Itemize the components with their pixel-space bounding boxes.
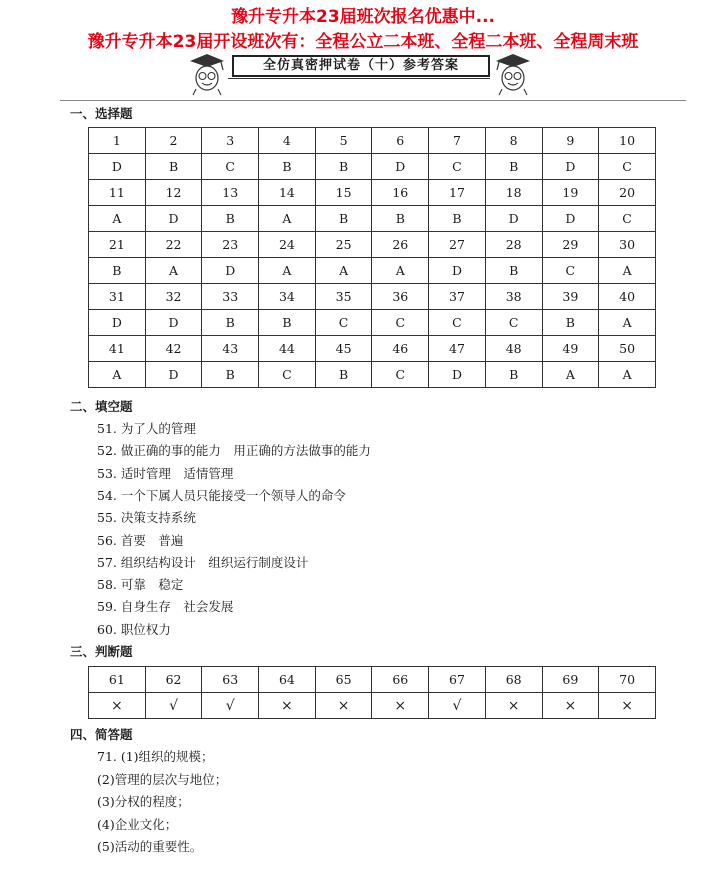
answer-cell: B — [202, 206, 259, 232]
answer-cell: A — [599, 310, 656, 336]
answer-cell: × — [372, 693, 429, 719]
question-number-cell: 39 — [542, 284, 599, 310]
question-number-cell: 33 — [202, 284, 259, 310]
question-number-cell: 61 — [89, 667, 146, 693]
question-number-cell: 17 — [429, 180, 486, 206]
section-heading-short: 四、简答题 — [70, 727, 133, 742]
answer-cell: × — [315, 693, 372, 719]
list-item: 54. 一个下属人员只能接受一个领导人的命令 — [97, 487, 346, 503]
title-underline — [228, 78, 490, 79]
answer-cell: B — [429, 206, 486, 232]
question-number-cell: 40 — [599, 284, 656, 310]
table-row — [89, 336, 656, 362]
question-number-cell: 11 — [89, 180, 146, 206]
table-row — [89, 362, 656, 388]
answer-cell: B — [202, 310, 259, 336]
answer-cell: D — [429, 258, 486, 284]
answer-key-header — [0, 52, 726, 98]
answer-cell: √ — [429, 693, 486, 719]
choice-table-body — [89, 128, 656, 388]
question-number-cell: 35 — [315, 284, 372, 310]
question-number-cell: 47 — [429, 336, 486, 362]
answer-cell: D — [372, 154, 429, 180]
question-number-cell: 23 — [202, 232, 259, 258]
question-number-cell: 10 — [599, 128, 656, 154]
question-number-cell: 68 — [485, 667, 542, 693]
question-number-cell: 16 — [372, 180, 429, 206]
question-number-cell: 46 — [372, 336, 429, 362]
question-number-cell: 20 — [599, 180, 656, 206]
question-number-cell: 63 — [202, 667, 259, 693]
table-row — [89, 258, 656, 284]
list-item: 51. 为了人的管理 — [97, 421, 196, 436]
answer-cell: B — [542, 310, 599, 336]
answer-cell: D — [429, 362, 486, 388]
list-item: 52. 做正确的事的能力 用正确的方法做事的能力 — [97, 443, 371, 459]
list-item: (4)企业文化； — [97, 816, 178, 832]
question-number-cell: 15 — [315, 180, 372, 206]
list-item: 57. 组织结构设计 组织运行制度设计 — [97, 554, 309, 570]
question-number-cell: 48 — [485, 336, 542, 362]
answer-cell: D — [485, 206, 542, 232]
question-number-cell: 38 — [485, 284, 542, 310]
answer-cell: × — [259, 693, 316, 719]
judge-answer-table — [88, 666, 656, 719]
question-number-cell: 44 — [259, 336, 316, 362]
question-number-cell: 1 — [89, 128, 146, 154]
question-number-cell: 24 — [259, 232, 316, 258]
list-item: 59. 自身生存 社会发展 — [97, 599, 234, 615]
answer-cell: B — [485, 154, 542, 180]
answer-cell: A — [542, 362, 599, 388]
answer-cell: B — [485, 258, 542, 284]
answer-cell: D — [145, 206, 202, 232]
answer-cell: A — [599, 258, 656, 284]
answer-cell: √ — [145, 693, 202, 719]
question-number-cell: 31 — [89, 284, 146, 310]
question-number-cell: 2 — [145, 128, 202, 154]
answer-cell: B — [372, 206, 429, 232]
question-number-cell: 29 — [542, 232, 599, 258]
answer-cell: C — [315, 310, 372, 336]
answer-cell: C — [599, 206, 656, 232]
question-number-cell: 30 — [599, 232, 656, 258]
answer-cell: B — [315, 362, 372, 388]
answer-cell: C — [429, 154, 486, 180]
question-number-cell: 45 — [315, 336, 372, 362]
question-number-cell: 37 — [429, 284, 486, 310]
question-number-cell: 12 — [145, 180, 202, 206]
question-number-cell: 42 — [145, 336, 202, 362]
answer-cell: C — [259, 362, 316, 388]
answer-cell: A — [315, 258, 372, 284]
question-number-cell: 49 — [542, 336, 599, 362]
question-number-cell: 27 — [429, 232, 486, 258]
question-number-cell: 4 — [259, 128, 316, 154]
list-item: 58. 可靠 稳定 — [97, 577, 184, 593]
question-number-cell: 34 — [259, 284, 316, 310]
question-number-cell: 50 — [599, 336, 656, 362]
answer-cell: A — [372, 258, 429, 284]
answer-cell: D — [89, 154, 146, 180]
answer-cell: A — [259, 206, 316, 232]
scholar-mascot-icon — [188, 52, 226, 96]
answer-cell: C — [372, 310, 429, 336]
table-row — [89, 180, 656, 206]
answer-cell: D — [145, 362, 202, 388]
question-number-cell: 28 — [485, 232, 542, 258]
answer-cell: D — [145, 310, 202, 336]
question-number-cell: 65 — [315, 667, 372, 693]
question-number-cell: 6 — [372, 128, 429, 154]
list-item: 56. 首要 普遍 — [97, 532, 184, 548]
answer-cell: D — [542, 154, 599, 180]
question-number-cell: 62 — [145, 667, 202, 693]
answer-cell: C — [599, 154, 656, 180]
list-item: 53. 适时管理 适情管理 — [97, 465, 234, 481]
question-number-cell: 67 — [429, 667, 486, 693]
list-item: 60. 职位权力 — [97, 621, 171, 637]
promo-banner-line-2: 豫升专升本23届开设班次有：全程公立二本班、全程二本班、全程周末班 — [87, 32, 639, 52]
question-number-cell: 21 — [89, 232, 146, 258]
section-heading-fill: 二、填空题 — [70, 399, 133, 414]
answer-cell: B — [89, 258, 146, 284]
table-row — [89, 667, 656, 693]
table-row — [89, 232, 656, 258]
table-row — [89, 154, 656, 180]
scholar-mascot-icon — [494, 52, 532, 96]
question-number-cell: 41 — [89, 336, 146, 362]
answer-cell: × — [89, 693, 146, 719]
choice-answer-table — [88, 127, 656, 388]
answer-cell: C — [485, 310, 542, 336]
answer-cell: A — [259, 258, 316, 284]
list-item: (5)活动的重要性。 — [97, 839, 203, 854]
answer-cell: A — [599, 362, 656, 388]
answer-cell: A — [145, 258, 202, 284]
question-number-cell: 43 — [202, 336, 259, 362]
answer-cell: × — [599, 693, 656, 719]
answer-cell: C — [429, 310, 486, 336]
question-number-cell: 19 — [542, 180, 599, 206]
section-heading-choice: 一、选择题 — [70, 106, 133, 121]
answer-cell: A — [89, 362, 146, 388]
question-number-cell: 13 — [202, 180, 259, 206]
table-row — [89, 206, 656, 232]
question-number-cell: 7 — [429, 128, 486, 154]
answer-cell: C — [542, 258, 599, 284]
answer-cell: B — [315, 206, 372, 232]
question-number-cell: 26 — [372, 232, 429, 258]
question-number-cell: 5 — [315, 128, 372, 154]
question-number-cell: 9 — [542, 128, 599, 154]
question-number-cell: 66 — [372, 667, 429, 693]
table-row — [89, 284, 656, 310]
answer-cell: × — [485, 693, 542, 719]
answer-cell: D — [542, 206, 599, 232]
question-number-cell: 3 — [202, 128, 259, 154]
question-number-cell: 36 — [372, 284, 429, 310]
header-divider — [60, 100, 686, 101]
table-row — [89, 310, 656, 336]
answer-cell: C — [372, 362, 429, 388]
question-number-cell: 8 — [485, 128, 542, 154]
answer-cell: B — [315, 154, 372, 180]
question-number-cell: 32 — [145, 284, 202, 310]
question-number-cell: 64 — [259, 667, 316, 693]
question-number-cell: 14 — [259, 180, 316, 206]
promo-banner-line-1: 豫升专升本23届班次报名优惠中... — [230, 7, 496, 27]
question-number-cell: 70 — [599, 667, 656, 693]
list-item: (2)管理的层次与地位； — [97, 771, 228, 787]
list-item: (3)分权的程度； — [97, 794, 190, 809]
table-row — [89, 128, 656, 154]
question-number-cell: 25 — [315, 232, 372, 258]
answer-cell: × — [542, 693, 599, 719]
answer-cell: C — [202, 154, 259, 180]
section-heading-judge: 三、判断题 — [70, 644, 133, 659]
answer-cell: D — [89, 310, 146, 336]
answer-cell: D — [202, 258, 259, 284]
answer-cell: B — [259, 310, 316, 336]
question-number-cell: 69 — [542, 667, 599, 693]
list-item: 55. 决策支持系统 — [97, 510, 196, 526]
answer-cell: B — [145, 154, 202, 180]
judge-table-body — [89, 667, 656, 719]
answer-cell: B — [259, 154, 316, 180]
list-item: 71. (1)组织的规模； — [97, 749, 214, 764]
question-number-cell: 18 — [485, 180, 542, 206]
answer-cell: B — [485, 362, 542, 388]
answer-cell: √ — [202, 693, 259, 719]
table-row — [89, 693, 656, 719]
question-number-cell: 22 — [145, 232, 202, 258]
answer-cell: B — [202, 362, 259, 388]
answer-cell: A — [89, 206, 146, 232]
page-title: 全仿真密押试卷（十）参考答案 — [232, 55, 490, 77]
